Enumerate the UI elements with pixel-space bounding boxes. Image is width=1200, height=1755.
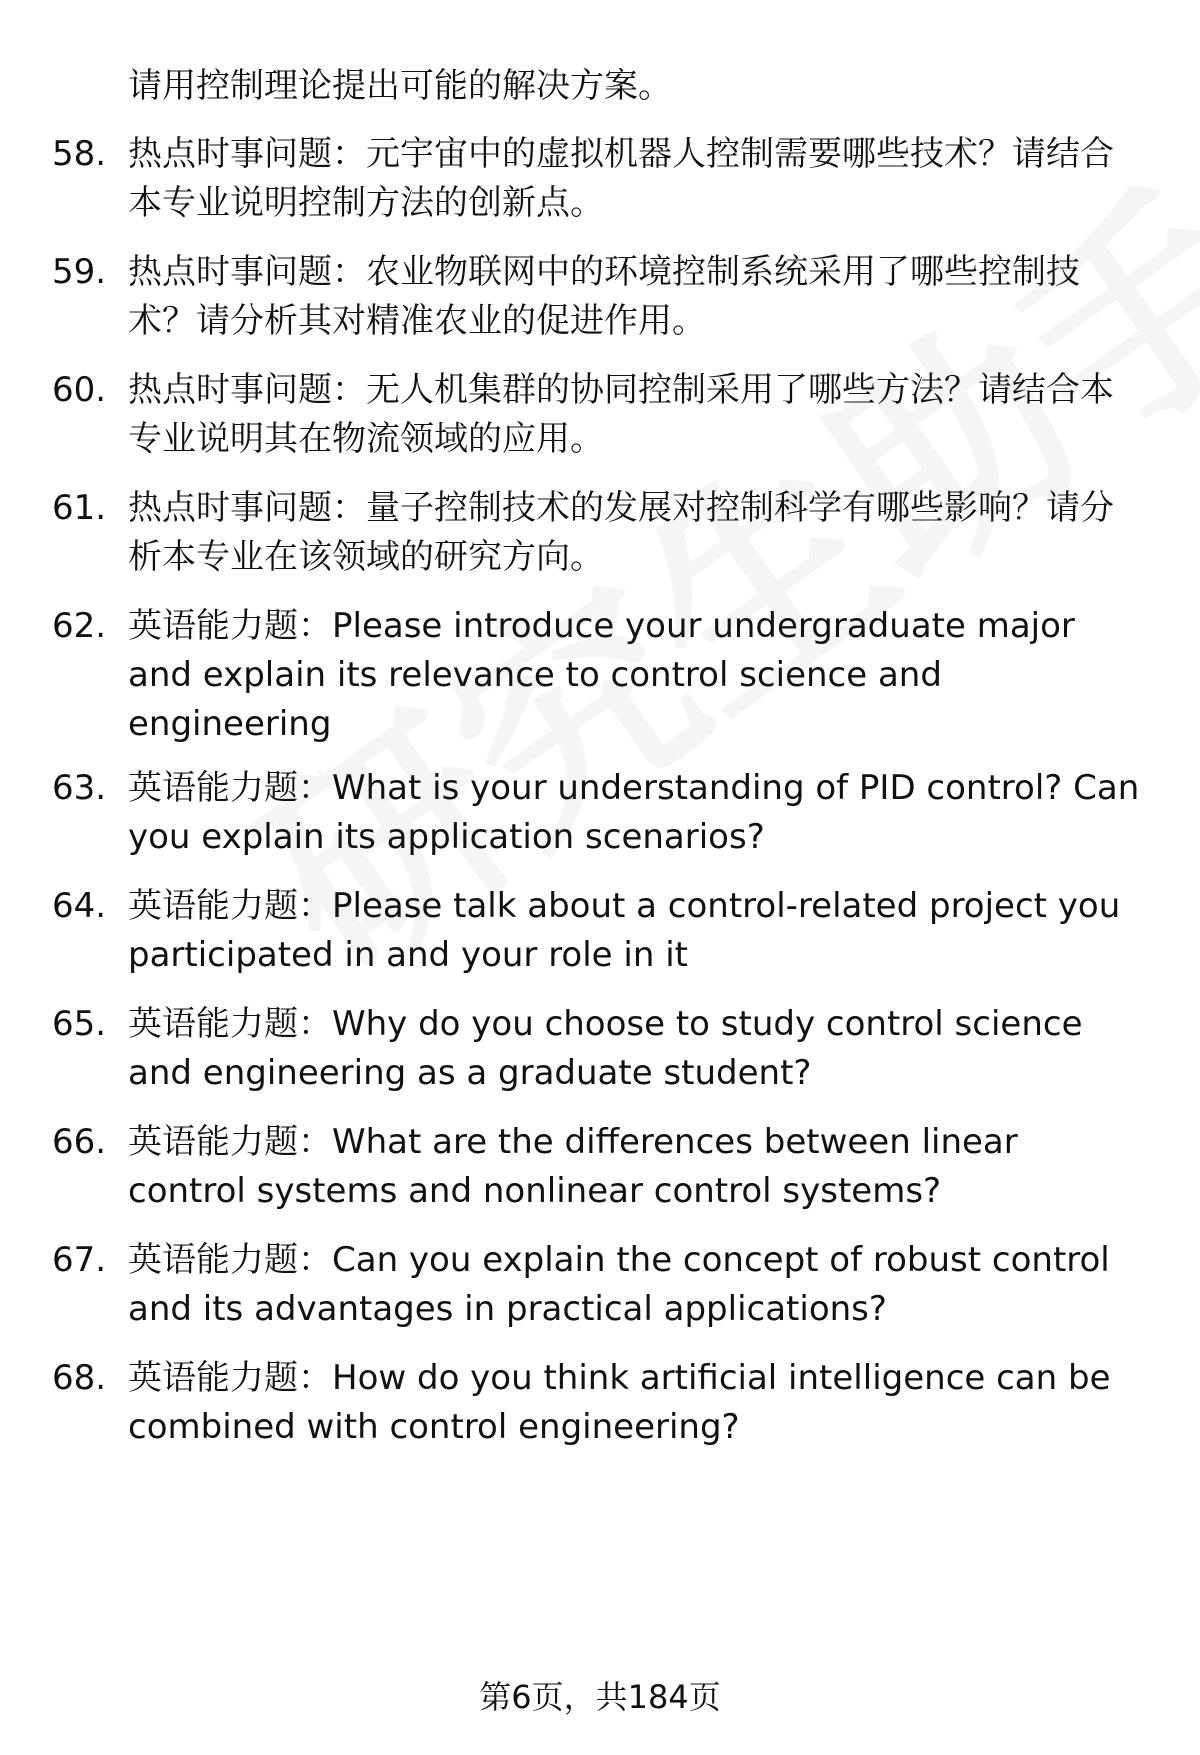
question-number: 68. [52, 1358, 107, 1398]
question-text: 热点时事问题：农业物联网中的环境控制系统采用了哪些控制技术？请分析其对精准农业的促进作用。 [128, 252, 1080, 341]
question-text: 英语能力题：Can you explain the concept of robust control and its advantages in practical applications? [128, 1240, 1110, 1329]
question-number: 63. [52, 768, 107, 808]
question-text: 热点时事问题：元宇宙中的虚拟机器人控制需要哪些技术？请结合本专业说明控制方法的创新点。 [128, 134, 1114, 223]
question-text: 英语能力题：What are the differences between linear control systems and nonlinear control systems? [128, 1122, 1018, 1211]
question-number: 58. [52, 134, 107, 174]
question-text: 热点时事问题：无人机集群的协同控制采用了哪些方法？请结合本专业说明其在物流领域的应用。 [128, 370, 1114, 459]
question-number: 60. [52, 370, 107, 410]
question-number: 65. [52, 1004, 107, 1044]
question-text: 英语能力题：Why do you choose to study control science and engineering as a graduate student? [128, 1004, 1083, 1093]
question-number: 59. [52, 252, 107, 292]
page-footer: 第6页，共184页 [479, 1678, 721, 1716]
question-text: 英语能力题：How do you think artificial intelligence can be combined with control engineering? [128, 1358, 1111, 1447]
question-number: 64. [52, 886, 107, 926]
question-number: 67. [52, 1240, 107, 1280]
question-number: 66. [52, 1122, 107, 1162]
question-text: 英语能力题：What is your understanding of PID control? Can you explain its application scenarios? [128, 768, 1140, 857]
question-number: 62. [52, 606, 107, 646]
continued-question-text: 请用控制理论提出可能的解决方案。 [128, 66, 672, 106]
question-text: 英语能力题：Please talk about a control-related project you participated in and your role in it [128, 886, 1121, 975]
question-number: 61. [52, 488, 107, 528]
question-text: 热点时事问题：量子控制技术的发展对控制科学有哪些影响？请分析本专业在该领域的研究方向。 [128, 488, 1114, 577]
question-text: 英语能力题：Please introduce your undergraduate major and explain its relevance to control science and engineering [128, 606, 1075, 744]
